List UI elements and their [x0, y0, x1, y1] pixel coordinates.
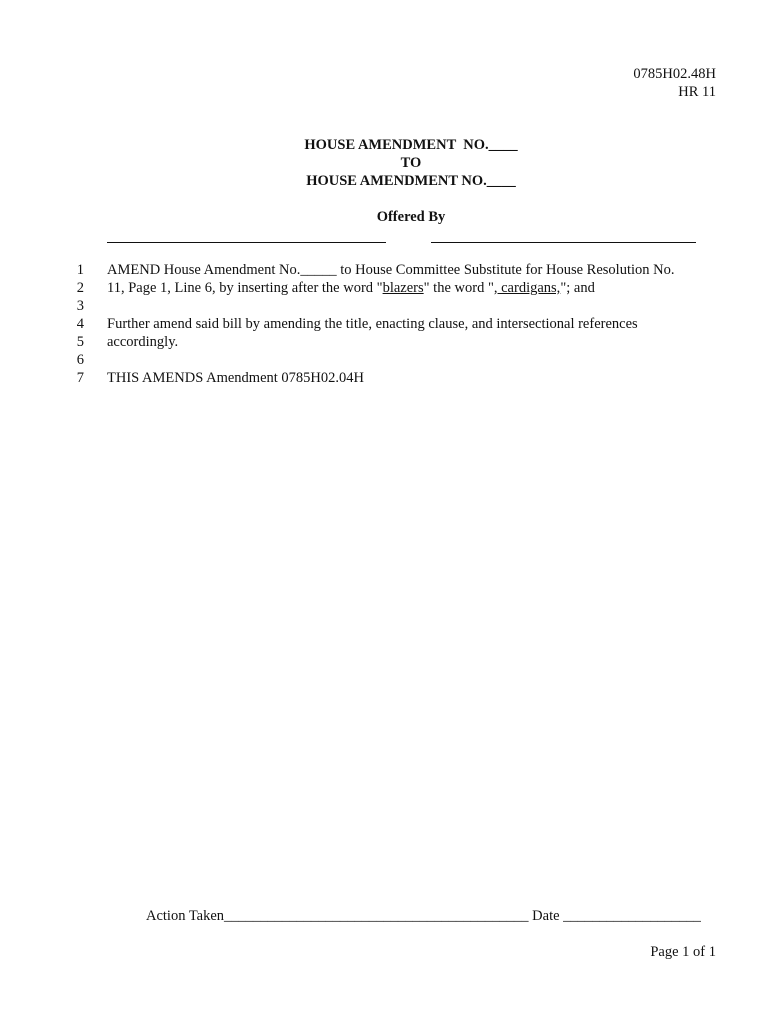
bill-number: HR 11	[678, 84, 716, 100]
line-number: 5	[76, 334, 84, 350]
page-number: Page 1 of 1	[650, 944, 716, 960]
line-text: Further amend said bill by amending the title, enacting clause, and intersectional references	[107, 316, 638, 332]
document-code: 0785H02.48H	[633, 66, 716, 82]
line-text-segment: "; and	[560, 280, 595, 296]
line-number: 2	[76, 280, 84, 296]
underlined-insertion: , cardigans,	[493, 280, 561, 296]
title-line-3: HOUSE AMENDMENT NO.____	[306, 173, 516, 189]
line-text: accordingly.	[107, 334, 179, 350]
offered-by-label: Offered By	[376, 209, 446, 225]
line-number: 6	[76, 352, 84, 368]
line-text: AMEND House Amendment No._____ to House Committee Substitute for House Resolution No.	[107, 262, 675, 278]
line-text-segment: " the word "	[423, 280, 494, 296]
title-line-1: HOUSE AMENDMENT NO.____	[304, 137, 518, 153]
action-taken-line: Action Taken__________________________________________ Date ___________________	[146, 908, 701, 924]
line-number: 1	[76, 262, 84, 278]
signature-line-right	[431, 242, 696, 243]
line-number: 4	[76, 316, 84, 332]
line-number: 3	[76, 298, 84, 314]
underlined-word-blazers: blazers	[382, 280, 424, 296]
signature-line-left	[107, 242, 386, 243]
title-line-2: TO	[400, 155, 422, 171]
line-text: THIS AMENDS Amendment 0785H02.04H	[107, 370, 364, 386]
line-number: 7	[76, 370, 84, 386]
line-text-segment: 11, Page 1, Line 6, by inserting after the word "	[107, 280, 383, 296]
line-text	[107, 280, 595, 297]
